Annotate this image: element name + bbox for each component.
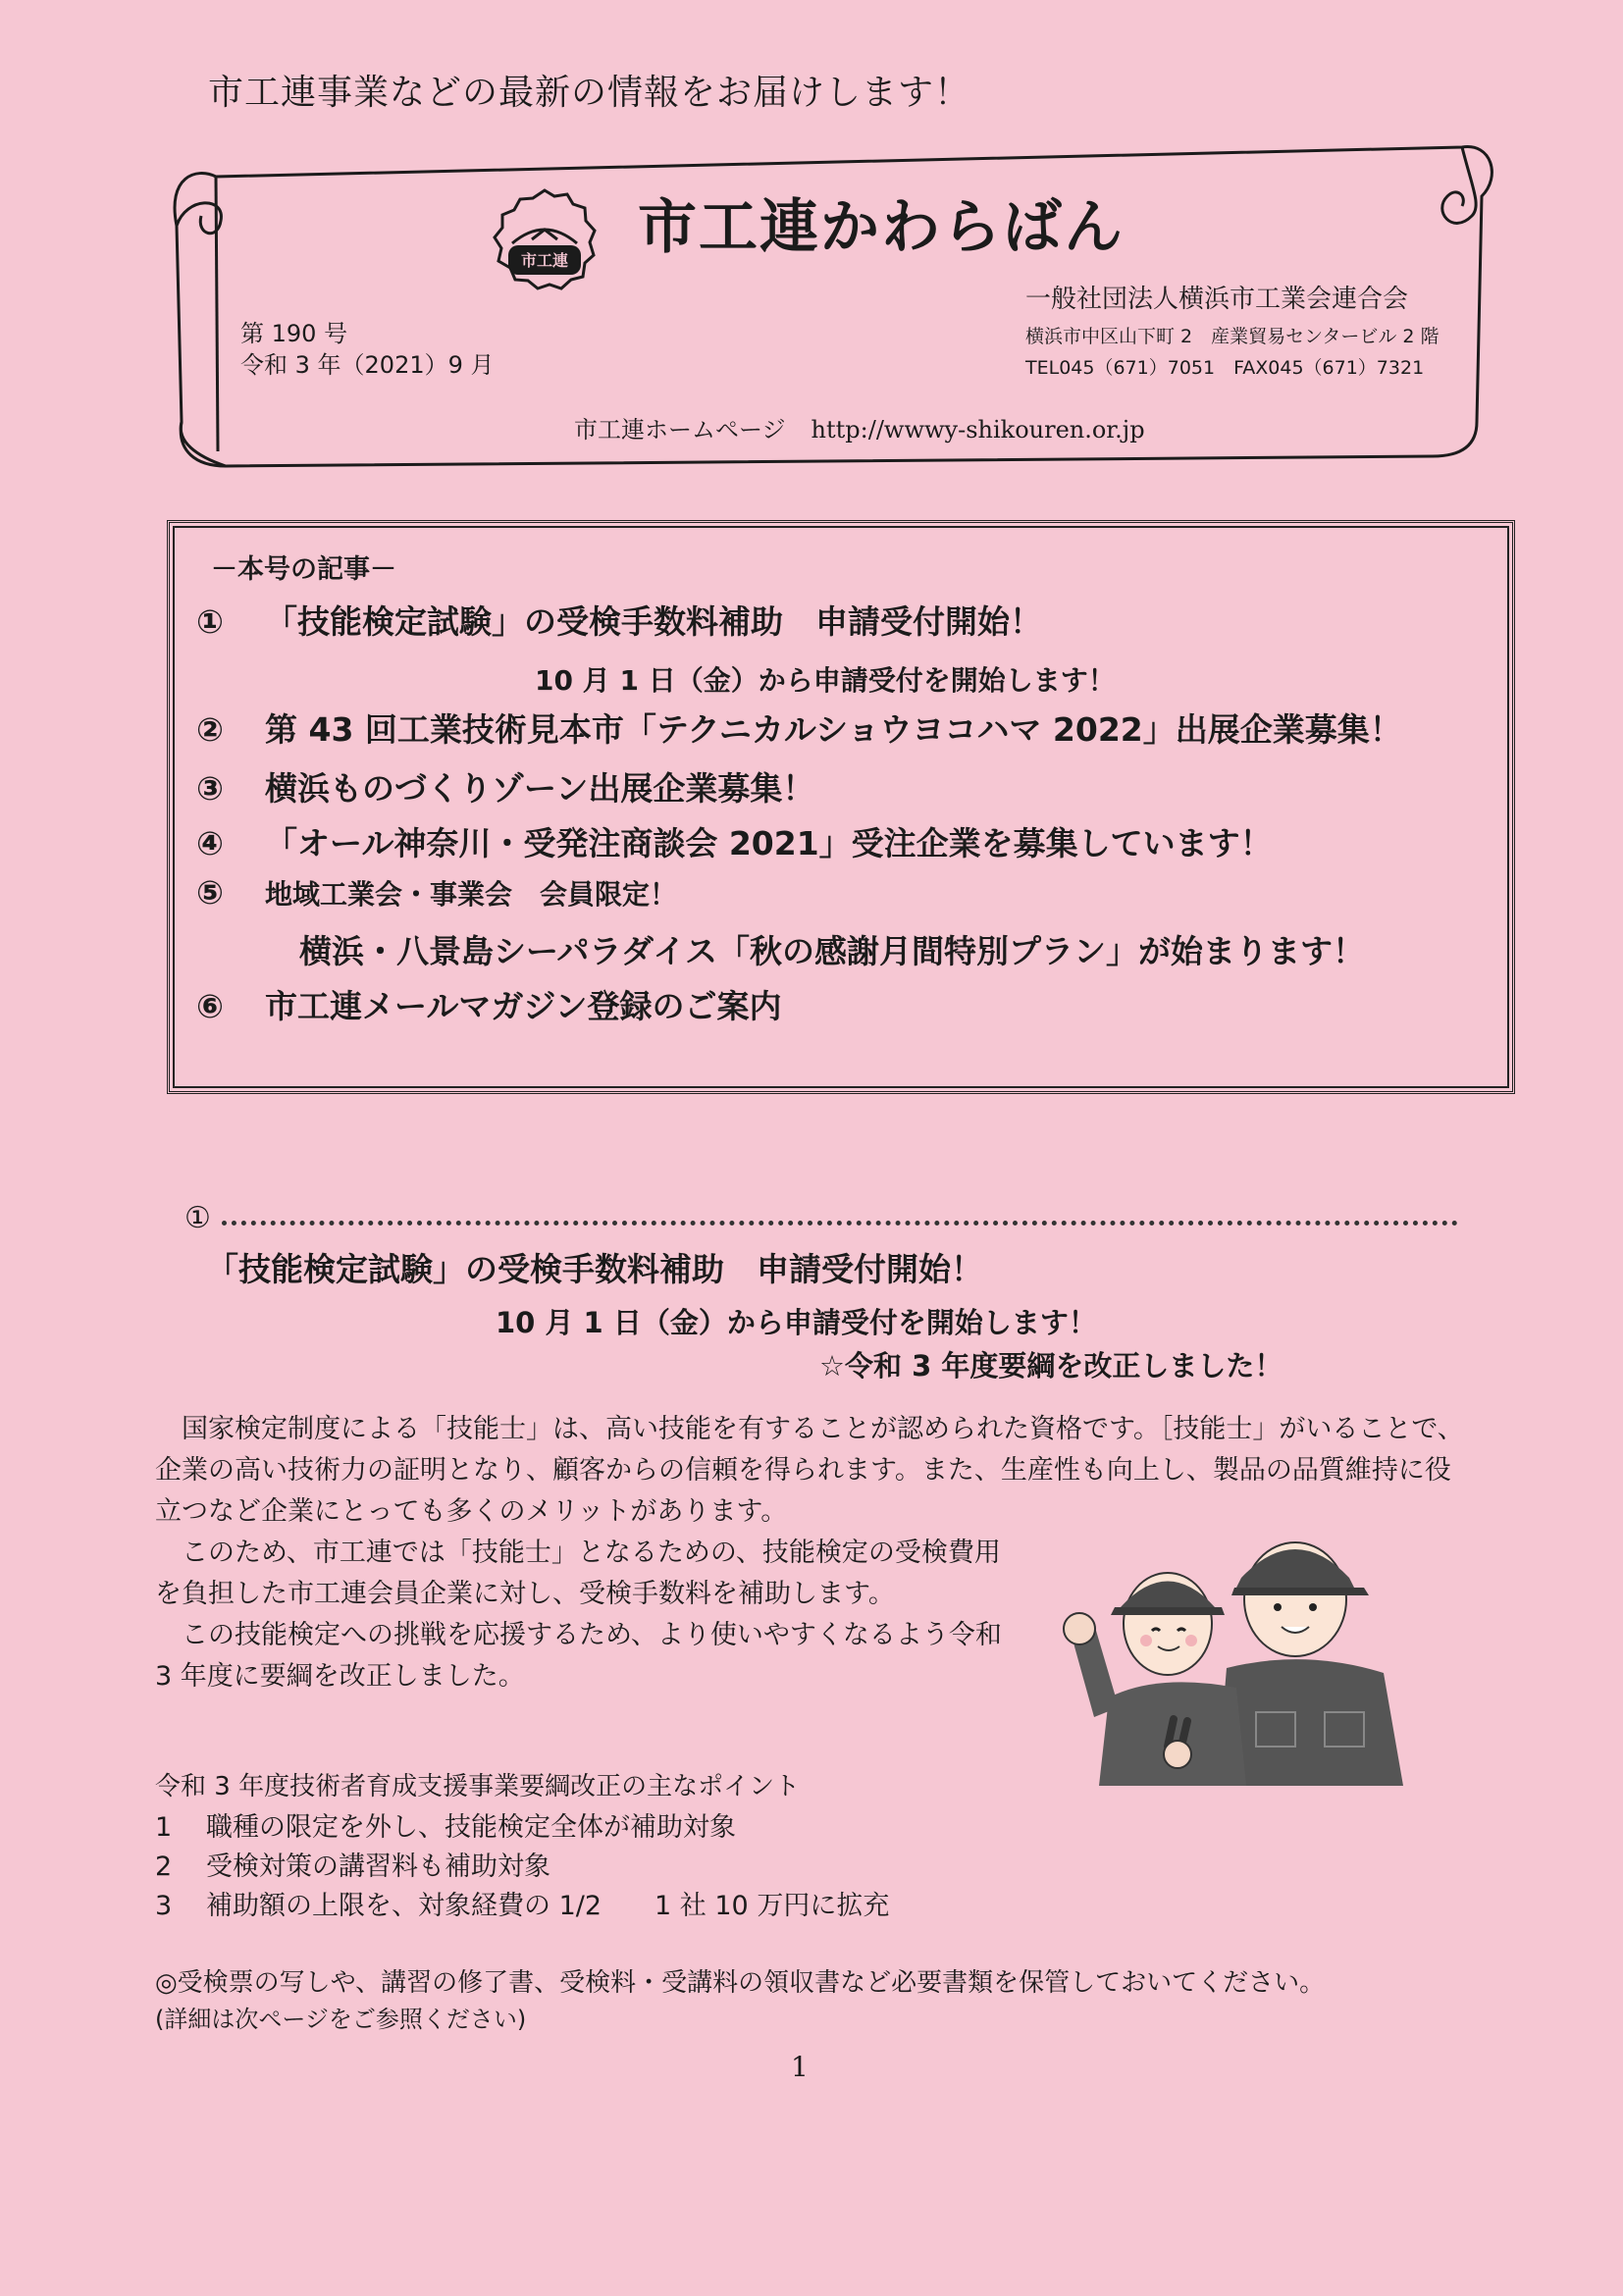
toc-number: ③ <box>196 769 224 808</box>
point-number: 2 <box>155 1852 173 1882</box>
toc-item-1-sub: 10 月 1 日（金）から申請受付を開始します！ <box>535 664 1116 697</box>
emblem-logo <box>491 186 599 294</box>
notice-detail: (詳細は次ページをご参照ください) <box>155 2006 527 2033</box>
toc-text: 地域工業会・事業会 会員限定！ <box>265 878 678 911</box>
article-paragraph-2: このため、市工連では「技能士」となるための、技能検定の受検費用を負担した市工連会員企業に対し、受検手数料を補助します。 <box>155 1538 1001 1609</box>
article-marker: ① <box>184 1201 211 1235</box>
toc-text: 「オール神奈川・受発注商談会 2021」受注企業を募集しています！ <box>265 824 1273 862</box>
tagline: 市工連事業などの最新の情報をお届けします！ <box>208 73 971 113</box>
homepage-label: 市工連ホームページ <box>574 416 786 444</box>
contents-heading: －本号の記事－ <box>211 554 396 585</box>
organization-address: 横浜市中区山下町 2 産業貿易センタービル 2 階 <box>1025 326 1440 347</box>
dotted-divider <box>222 1221 1458 1226</box>
toc-item-3 <box>196 763 814 809</box>
toc-item-5-sub: 横浜・八景島シーパラダイス「秋の感謝月間特別プラン」が始まります！ <box>299 932 1366 970</box>
page-number: 1 <box>791 2051 809 2083</box>
points-heading: 令和 3 年度技術者育成支援事業要綱改正の主なポイント <box>155 1772 801 1801</box>
toc-text: 市工連メールマガジン登録のご案内 <box>265 987 782 1025</box>
organization-phone-fax: TEL045（671）7051 FAX045（671）7321 <box>1025 357 1425 379</box>
toc-text: 第 43 回工業技術見本市「テクニカルショウヨコハマ 2022」出展企業募集！ <box>265 710 1402 749</box>
emblem-text: 市工連 <box>520 251 569 270</box>
toc-text: 「技能検定試験」の受検手数料補助 申請受付開始！ <box>265 602 1042 641</box>
paper-title: 市工連かわらばん <box>638 193 1125 262</box>
workers-illustration <box>1050 1501 1442 1786</box>
toc-item-6 <box>196 981 782 1027</box>
toc-number: ⑤ <box>196 873 224 912</box>
homepage-link[interactable]: http://wwwy-shikouren.or.jp <box>811 416 1145 444</box>
issue-date: 令和 3 年（2021）9 月 <box>240 351 495 379</box>
toc-number: ④ <box>196 824 224 862</box>
article-title: 「技能検定試験」の受検手数料補助 申請受付開始！ <box>206 1250 983 1288</box>
toc-number: ① <box>196 602 224 641</box>
point-number: 3 <box>155 1891 173 1921</box>
article-subtitle: 10 月 1 日（金）から申請受付を開始します！ <box>496 1306 1097 1339</box>
article-subtitle-2: ☆令和 3 年度要綱を改正しました！ <box>819 1349 1283 1383</box>
article-paragraph-3: この技能検定への挑戦を応援するため、より使いやすくなるよう令和 3 年度に要綱を改正しました。 <box>155 1620 1002 1692</box>
point-item-2 <box>155 1845 550 1883</box>
toc-number: ② <box>196 710 224 749</box>
toc-item-5 <box>196 873 677 913</box>
point-text: 補助額の上限を、対象経費の 1/2 1 社 10 万円に拡充 <box>206 1891 890 1921</box>
toc-item-4 <box>196 818 1273 864</box>
article-paragraph-1: 国家検定制度による「技能士」は、高い技能を有することが認められた資格です。［技能士」がいることで、企業の高い技術力の証明となり、顧客からの信頼を得られます。また、生産性も向上し、製品の品質維持に役立つなど企業にとっても多くのメリットがあります。 <box>155 1414 1464 1527</box>
point-item-1 <box>155 1805 736 1844</box>
issue-number: 第 190 号 <box>240 320 348 347</box>
toc-item-2 <box>196 704 1402 751</box>
point-number: 1 <box>155 1812 173 1843</box>
toc-item-1 <box>196 597 1042 643</box>
organization-name: 一般社団法人横浜市工業会連合会 <box>1025 285 1409 314</box>
point-text: 職種の限定を外し、技能検定全体が補助対象 <box>206 1812 736 1843</box>
homepage-line <box>574 410 1145 444</box>
point-text: 受検対策の講習料も補助対象 <box>206 1852 550 1882</box>
notice-text: ◎受検票の写しや、講習の修了書、受検料・受講料の領収書など必要書類を保管しておいてください。 <box>155 1968 1326 1998</box>
point-item-3 <box>155 1884 889 1922</box>
toc-number: ⑥ <box>196 987 224 1025</box>
toc-text: 横浜ものづくりゾーン出展企業募集！ <box>265 769 815 808</box>
